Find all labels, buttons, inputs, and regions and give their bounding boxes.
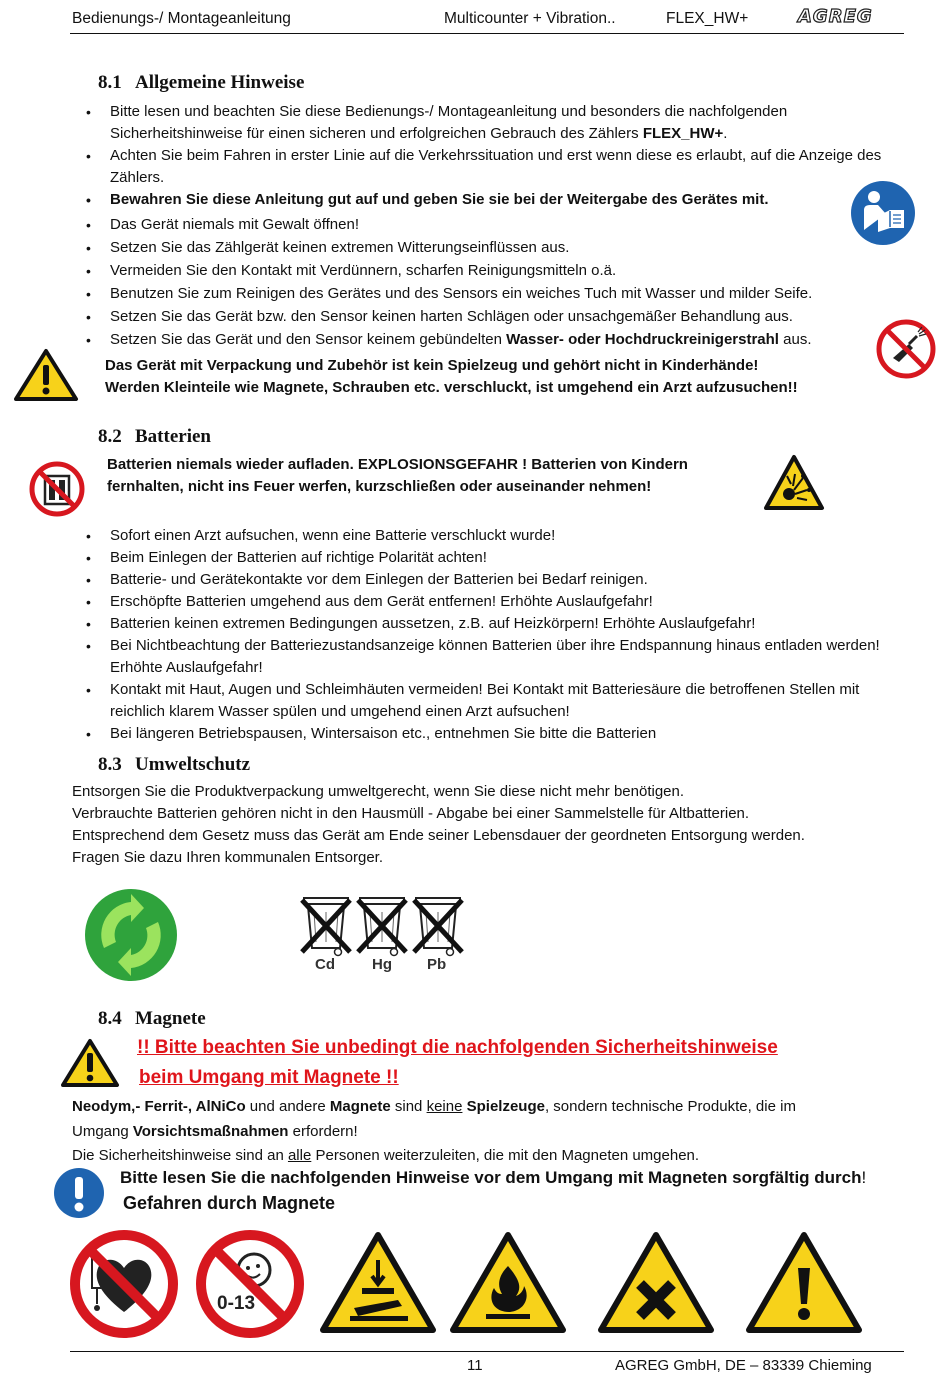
env-line-4: Fragen Sie dazu Ihren kommunalen Entsorger. <box>72 849 384 866</box>
header-product: Multicounter + Vibration.. <box>444 10 616 27</box>
env-line-2: Verbrauchte Batterien gehören nicht in den Hausmüll - Abgabe bei einer Sammelstelle für Altbatterien. <box>72 805 750 822</box>
bin-label-pb: Pb <box>427 956 447 973</box>
list-item: • Setzen Sie das Gerät und den Sensor keinem gebündelten Wasser- oder Hochdruckreinigerstrahl aus. <box>84 329 884 351</box>
battery-warning-2: fernhalten, nicht ins Feuer werfen, kurzschließen oder auseinander nehmen! <box>107 478 652 495</box>
mandatory-info-icon <box>53 1167 105 1219</box>
header-rule <box>70 33 904 34</box>
page-number: 11 <box>467 1357 483 1374</box>
list-item: • Setzen Sie das Gerät bzw. den Sensor keinen harten Schlägen oder unsachgemäßer Behandlung aus. <box>84 306 884 328</box>
harmful-hazard-icon <box>596 1230 716 1336</box>
list-item: • Vermeiden Sie den Kontakt mit Verdünnern, scharfen Reinigungsmitteln o.ä. <box>84 260 884 282</box>
magnet-red-warning-2: beim Umgang mit Magnete !! <box>139 1067 399 1088</box>
list-item: • Benutzen Sie zum Reinigen des Gerätes und des Sensors ein weiches Tuch mit Wasser und milder Seife. <box>84 283 884 305</box>
list-item: • Kontakt mit Haut, Augen und Schleimhäuten vermeiden! Bei Kontakt mit Batteriesäure die betroffenen Stellen mit reichlich klarem Wasser spülen und umgehend einen Arzt aufsuchen! <box>84 679 884 723</box>
magnet-warning-icon <box>60 1038 120 1088</box>
env-line-1: Entsorgen Sie die Produktverpackung umweltgerecht, wenn Sie diese nicht mehr benötigen. <box>72 783 685 800</box>
section-8-1-heading: 8.1 Allgemeine Hinweise <box>98 72 305 93</box>
magnet-read-notice: Bitte lesen Sie die nachfolgenden Hinweise vor dem Umgang mit Magneten sorgfältig durch! <box>120 1168 867 1187</box>
list-item: • Sofort einen Arzt aufsuchen, wenn eine Batterie verschluckt wurde! <box>84 525 884 547</box>
header-model: FLEX_HW+ <box>666 10 749 27</box>
kids-warning-2: Werden Kleinteile wie Magnete, Schrauben etc. verschluckt, ist umgehend ein Arzt aufzusuchen!! <box>105 379 798 396</box>
warning-icon <box>13 348 79 402</box>
general-warning-icon <box>744 1230 864 1336</box>
footer-company: AGREG GmbH, DE – 83339 Chieming <box>615 1357 872 1374</box>
agreg-logo: AGREG <box>798 6 873 27</box>
list-item: • Erschöpfte Batterien umgehend aus dem Gerät entfernen! Erhöhte Auslaufgefahr! <box>84 591 884 613</box>
list-item: • Bitte lesen und beachten Sie diese Bedienungs-/ Montageanleitung und besonders die nachfolgenden Sicherheitshinweise für einen sicheren und erfolgreichen Gebrauch des Zählers FLEX_HW+. <box>84 101 884 145</box>
header-doc-title: Bedienungs-/ Montageanleitung <box>72 10 291 27</box>
section-8-2-list <box>84 525 884 745</box>
child-age-label: 0-13 <box>217 1293 256 1314</box>
list-item: • Achten Sie beim Fahren in erster Linie auf die Verkehrssituation und erst wenn diese es erlaubt, auf die Anzeige des Zählers. <box>84 145 884 189</box>
crush-hazard-icon <box>318 1230 438 1336</box>
list-item: • Bewahren Sie diese Anleitung gut auf und geben Sie sie bei der Weitergabe des Gerätes mit. <box>84 189 884 211</box>
no-children-icon <box>194 1228 306 1340</box>
magnet-para-2: Umgang Vorsichtsmaßnahmen erfordern! <box>72 1123 358 1140</box>
magnet-red-warning-1: !! Bitte beachten Sie unbedingt die nachfolgenden Sicherheitshinweise <box>137 1037 778 1058</box>
section-8-1-list <box>84 101 884 351</box>
footer-rule <box>70 1351 904 1352</box>
no-high-pressure-icon <box>875 318 937 380</box>
magnet-dangers-heading: Gefahren durch Magnete <box>123 1193 336 1213</box>
env-line-3: Entsprechend dem Gesetz muss das Gerät am Ende seiner Lebensdauer der geordneten Entsorgung werden. <box>72 827 805 844</box>
flammable-hazard-icon <box>448 1230 568 1336</box>
kids-warning-1: Das Gerät mit Verpackung und Zubehör ist kein Spielzeug und gehört nicht in Kinderhände! <box>105 357 759 374</box>
no-battery-charging-icon <box>28 460 86 518</box>
list-item: • Batterie- und Gerätekontakte vor dem Einlegen der Batterien bei Bedarf reinigen. <box>84 569 884 591</box>
read-manual-icon <box>850 180 916 246</box>
list-item: • Beim Einlegen der Batterien auf richtige Polarität achten! <box>84 547 884 569</box>
magnet-para-1: Neodym,- Ferrit-, AlNiCo und andere Magnete sind keine Spielzeuge, sondern technische Produkte, die im <box>72 1098 796 1115</box>
list-item: • Das Gerät niemals mit Gewalt öffnen! <box>84 214 884 236</box>
list-item: • Bei Nichtbeachtung der Batteriezustandsanzeige können Batterien über ihre Endspannung hinaus entladen werden! Erhöhte Auslaufgefahr! <box>84 635 884 679</box>
list-item: • Setzen Sie das Zählgerät keinen extremen Witterungseinflüssen aus. <box>84 237 884 259</box>
recycle-green-dot-icon <box>84 888 178 982</box>
section-8-4-heading: 8.4 Magnete <box>98 1008 206 1029</box>
explosion-warning-icon <box>763 454 825 512</box>
section-8-2-heading: 8.2 Batterien <box>98 426 211 447</box>
battery-warning-1: Batterien niemals wieder aufladen. EXPLOSIONSGEFAHR ! Batterien von Kindern <box>107 456 688 473</box>
list-item: • Bei längeren Betriebspausen, Wintersaison etc., entnehmen Sie bitte die Batterien <box>84 723 884 745</box>
list-item: • Batterien keinen extremen Bedingungen aussetzen, z.B. auf Heizkörpern! Erhöhte Auslaufgefahr! <box>84 613 884 635</box>
magnet-para-3: Die Sicherheitshinweise sind an alle Personen weiterzuleiten, die mit den Magneten umgehen. <box>72 1147 700 1164</box>
bin-label-hg: Hg <box>372 956 392 973</box>
no-pacemaker-icon <box>68 1228 180 1340</box>
section-8-3-heading: 8.3 Umweltschutz <box>98 754 251 775</box>
bin-label-cd: Cd <box>315 956 335 973</box>
